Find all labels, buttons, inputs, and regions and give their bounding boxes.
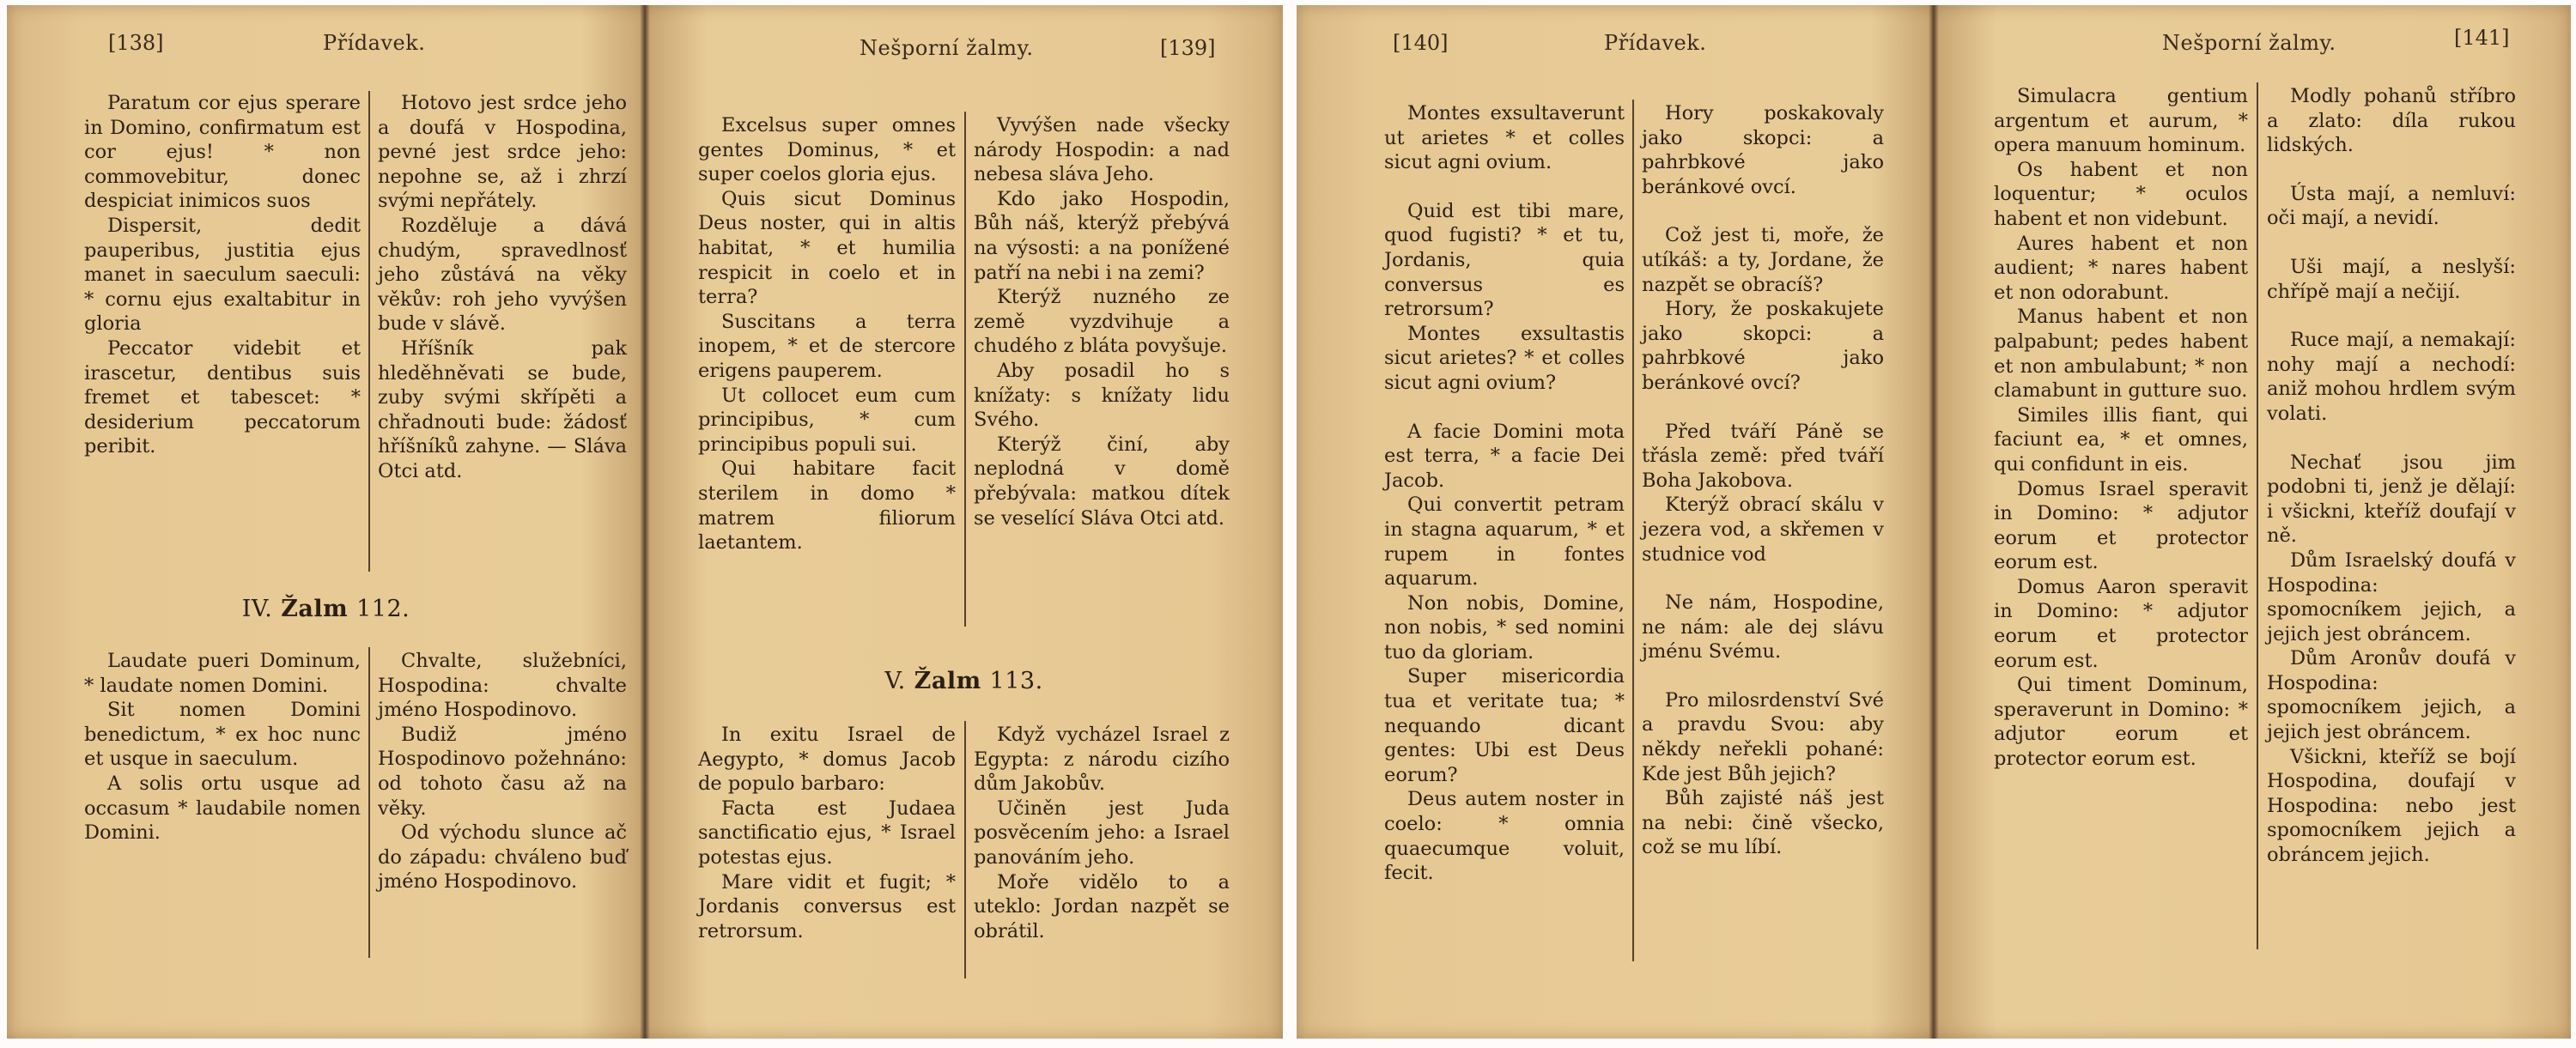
latin-verse: Dispersit, dedit pauperibus, justitia ejus manet in saeculum saeculi: * cornu ejus exaltabitur in gloria [84, 214, 361, 336]
page-141 [1934, 5, 2571, 1039]
page-138 [7, 5, 645, 1039]
latin-verse: Ut collocet eum cum principibus, * cum principibus populi sui. [698, 384, 956, 456]
book-spread-pages-140-141 [1297, 5, 2571, 1039]
column-divider [2257, 82, 2258, 949]
running-title: Nešporní žalmy. [860, 36, 1034, 60]
czech-column-bottom [974, 723, 1230, 943]
czech-column-top [378, 91, 627, 484]
czech-verse: Což jest ti, moře, že utíkáš: a ty, Jordane, že nazpět se obracíš? [1642, 224, 1884, 296]
czech-column [1642, 101, 1884, 860]
latin-verse: Deus autem noster in coelo: * omnia quaecumque voluit, fecit. [1384, 788, 1625, 885]
czech-verse: Ne nám, Hospodine, ne nám: ale dej slávu jménu Svému. [1642, 591, 1884, 663]
czech-verse: Aby posadil ho s knížaty: s knížaty lidu Svého. [974, 359, 1230, 432]
latin-verse: Laudate pueri Dominum, * laudate nomen Domini. [84, 650, 361, 697]
psalm-word: Žalm [281, 596, 349, 622]
czech-verse: Hory poskakovaly jako skopci: a pahrbkové jako beránkové ovcí. [1642, 102, 1884, 198]
latin-verse: Excelsus super omnes gentes Dominus, * et super coelos gloria ejus. [698, 114, 956, 186]
latin-verse: Qui habitare facit sterilem in domo * matrem filiorum laetantem. [698, 457, 956, 554]
column-divider [964, 112, 966, 627]
czech-verse: Hotovo jest srdce jeho a doufá v Hospodina, pevné jest srdce jeho: nepohne se, až i zhrzí svými nepřátely. [378, 92, 627, 213]
page-header [645, 31, 1283, 65]
czech-verse: Moře vidělo to a uteklo: Jordan nazpět se obrátil. [974, 870, 1230, 942]
czech-verse: Všickni, kteříž se bojí Hospodina, doufají v Hospodina: nebo jest spomocníkem jejich a obráncem jejich. [2267, 745, 2516, 867]
czech-verse: Dům Aronův doufá v Hospodina: spomocníkem jejich, a jejich jest obráncem. [2267, 647, 2516, 744]
latin-verse: Quis sicut Dominus Deus noster, qui in altis habitat, * et humilia respicit in coelo et in terra? [698, 187, 956, 309]
psalm-word: Žalm [914, 668, 981, 694]
latin-column-top [84, 91, 361, 459]
czech-verse: Dům Israelský doufá v Hospodina: spomocníkem jejich, a jejich jest obráncem. [2267, 548, 2516, 645]
czech-verse: Když vycházel Israel z Egypta: z národu cizího dům Jakobův. [974, 724, 1230, 796]
psalm-heading [645, 668, 1283, 694]
page-number: [138] [108, 31, 164, 55]
latin-verse: Super misericordia tua et veritate tua; * nequando dicant gentes: Ubi est Deus eorum? [1384, 665, 1625, 786]
psalm-number: 112. [356, 596, 410, 622]
czech-verse: Hříšník pak hleděhněvati se bude, zuby svými skřípěti a chřadnouti bude: žádosť hříšníků zahyne. — Sláva Otci atd. [378, 336, 627, 482]
czech-verse: Modly pohanů stříbro a zlato: díla rukou lidských. [2267, 85, 2516, 157]
page-number: [141] [2454, 26, 2510, 50]
latin-verse: Os habent et non loquentur; * oculos habent et non videbunt. [1994, 158, 2248, 230]
running-title: Přídavek. [1604, 31, 1707, 55]
latin-verse: Facta est Judaea sanctificatio ejus, * Israel potestas ejus. [698, 797, 956, 869]
latin-verse: Non nobis, Domine, non nobis, * sed nomini tuo da gloriam. [1384, 591, 1625, 663]
psalm-heading [7, 596, 645, 622]
psalm-numeral: IV. [241, 596, 273, 622]
czech-verse: Bůh zajisté náš jest na nebi: čině všecko, což se mu líbí. [1642, 787, 1884, 859]
column-divider [1632, 100, 1634, 961]
latin-column-bottom [698, 723, 956, 943]
czech-column [2267, 84, 2516, 868]
latin-verse: Similes illis fiant, qui faciunt ea, * et omnes, qui confidunt in eis. [1994, 403, 2248, 476]
page-140 [1297, 5, 1934, 1039]
page-number: [139] [1160, 36, 1216, 60]
latin-column [1384, 101, 1625, 886]
running-title: Přídavek. [323, 31, 426, 55]
czech-verse: Chvalte, služebníci, Hospodina: chvalte jméno Hospodinovo. [378, 650, 627, 722]
latin-verse: Manus habent et non palpabunt; pedes habent et non ambulabunt; * non clamabunt in gutture suo. [1994, 306, 2248, 403]
page-139 [645, 5, 1283, 1039]
latin-verse: In exitu Israel de Aegypto, * domus Jacob de populo barbaro: [698, 724, 956, 796]
czech-verse: Ústa mají, a nemluví: oči mají, a nevidí. [2267, 182, 2516, 230]
latin-verse: Qui timent Dominum, speraverunt in Domino: * adjutor eorum et protector eorum est. [1994, 674, 2248, 771]
latin-verse: Aures habent et non audient; * nares habent et non odorabunt. [1994, 232, 2248, 304]
latin-verse: Montes exsultastis sicut arietes? * et colles sicut agni ovium? [1384, 322, 1625, 394]
czech-verse: Kterýž činí, aby neplodná v domě přebývala: matkou dítek se veselící Sláva Otci atd. [974, 433, 1230, 530]
column-divider [368, 647, 370, 958]
latin-verse: Simulacra gentium argentum et aurum, * opera manuum hominum. [1994, 85, 2248, 157]
column-divider [368, 91, 370, 572]
page-header [1934, 26, 2571, 65]
czech-column-bottom [378, 649, 627, 894]
czech-verse: Kterýž obrací skálu v jezera vod, a skřemen v studnice vod [1642, 494, 1884, 566]
czech-verse: Učiněn jest Juda posvěcením jeho: a Israel panováním jeho. [974, 797, 1230, 869]
czech-verse: Od východu slunce ač do západu: chváleno buď jméno Hospodinovo. [378, 821, 627, 894]
latin-verse: Domus Israel speravit in Domino: * adjutor eorum et protector eorum est. [1994, 477, 2248, 574]
page-number: [140] [1393, 31, 1449, 55]
latin-column-bottom [84, 649, 361, 845]
czech-verse: Uši mají, a neslyší: chřípě mají a nečijí. [2267, 255, 2516, 303]
latin-verse: Suscitans a terra inopem, * et de stercore erigens pauperem. [698, 310, 956, 382]
latin-verse: Mare vidit et fugit; * Jordanis conversus est retrorsum. [698, 870, 956, 942]
latin-verse: Sit nomen Domini benedictum, * ex hoc nunc et usque in saeculum. [84, 699, 361, 771]
czech-verse: Hory, že poskakujete jako skopci: a pahrbkové jako beránkové ovcí? [1642, 298, 1884, 394]
latin-verse: A solis ortu usque ad occasum * laudabile nomen Domini. [84, 772, 361, 845]
latin-verse: Domus Aaron speravit in Domino: * adjutor eorum et protector eorum est. [1994, 575, 2248, 672]
latin-column [1994, 84, 2248, 772]
czech-verse: Před tváří Páně se třásla země: před tváří Boha Jakobova. [1642, 420, 1884, 492]
czech-verse: Vyvýšen nade všecky národy Hospodin: a nad nebesa sláva Jeho. [974, 114, 1230, 186]
running-title: Nešporní žalmy. [2162, 31, 2336, 55]
latin-verse: Montes exsultaverunt ut arietes * et colles sicut agni ovium. [1384, 102, 1625, 174]
czech-verse: Kdo jako Hospodin, Bůh náš, kterýž přebývá na výsosti: a na ponížené patří na nebi i na zemi? [974, 187, 1230, 284]
column-divider [964, 721, 966, 978]
latin-column-top [698, 113, 956, 555]
czech-verse: Ruce mají, a nemakají: nohy mají a nechodí: aniž mohou hrdlem svým volati. [2267, 329, 2516, 425]
book-spread-pages-138-139 [7, 5, 1283, 1039]
czech-verse: Pro milosrdenství Své a pravdu Svou: aby někdy neřekli pohané: Kde jest Bůh jejich? [1642, 688, 1884, 785]
czech-verse: Kterýž nuzného ze země vyzdvihuje a chudého z bláta povyšuje. [974, 286, 1230, 358]
czech-column-top [974, 113, 1230, 530]
latin-verse: Quid est tibi mare, quod fugisti? * et tu, Jordanis, quia conversus es retrorsum? [1384, 199, 1625, 321]
czech-verse: Nechať jsou jim podobni ti, jenž je dělají: i všickni, kteříž doufají v ně. [2267, 451, 2516, 548]
latin-verse: Qui convertit petram in stagna aquarum, * et rupem in fontes aquarum. [1384, 494, 1625, 591]
latin-verse: Paratum cor ejus sperare in Domino, confirmatum est cor ejus! * non commovebitur, donec despiciat inimicos suos [84, 92, 361, 213]
page-header [7, 31, 645, 65]
latin-verse: A facie Domini mota est terra, * a facie Dei Jacob. [1384, 420, 1625, 492]
page-header [1297, 31, 1934, 65]
psalm-numeral: V. [884, 668, 906, 694]
psalm-number: 113. [989, 668, 1043, 694]
latin-verse: Peccator videbit et irascetur, dentibus suis fremet et tabescet: * desiderium peccatorum peribit. [84, 336, 361, 458]
czech-verse: Rozděluje a dává chudým, spravedlnosť jeho zůstává na věky věkův: roh jeho vyvýšen bude v slávě. [378, 214, 627, 336]
czech-verse: Budiž jméno Hospodinovo požehnáno: od tohoto času až na věky. [378, 723, 627, 820]
